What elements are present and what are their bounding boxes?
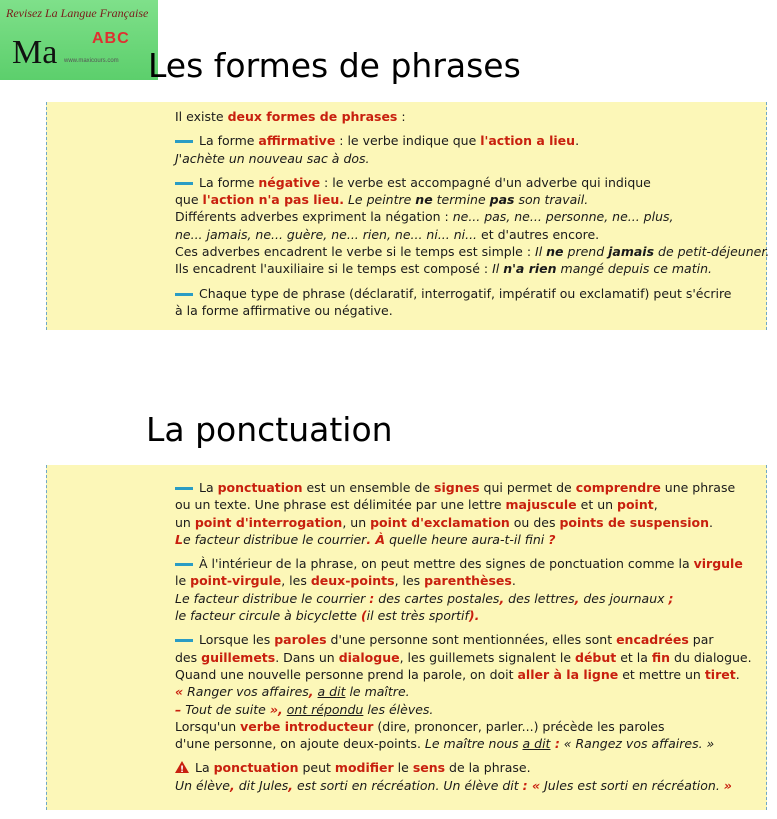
example-mark: ? (548, 531, 556, 547)
text: est un ensemble de (302, 480, 435, 495)
highlight: ponctuation (217, 480, 303, 495)
text: : le verbe indique que (335, 133, 481, 149)
example: prend (563, 244, 609, 260)
highlight: début (575, 649, 617, 665)
example-underlined: ont répondu (286, 701, 364, 717)
example: Un élève (175, 777, 230, 793)
example-bold: pas (489, 192, 515, 208)
highlight: tiret (704, 666, 736, 682)
example: Le maître nous (424, 736, 523, 752)
paragraph-interieur (175, 555, 758, 624)
example-bold: ne (415, 192, 433, 208)
highlight: signes (434, 480, 480, 495)
highlight: l'action a lieu (480, 133, 576, 149)
example-mark: ) (468, 608, 475, 624)
text: à la forme affirmative ou négative. (175, 302, 393, 318)
highlight: fin (651, 649, 671, 665)
example: son travail. (514, 192, 589, 208)
example: le maître. (345, 684, 410, 700)
text: , les (394, 573, 425, 589)
example: de petit-déjeuner. (654, 244, 770, 260)
highlight: point (617, 497, 654, 513)
example-mark: , (308, 684, 314, 700)
text: À l'intérieur de la phrase, on peut mettre des signes de ponctuation comme la (199, 556, 694, 572)
panel-ponctuation (46, 465, 767, 810)
example: Tout de suite (181, 701, 270, 717)
highlight: deux-points (310, 573, 395, 589)
dash-bullet-icon (175, 487, 193, 490)
example: « Rangez vos affaires. » (559, 736, 715, 752)
text: , les guillemets signalent le (399, 649, 575, 665)
highlight: modifier (334, 760, 394, 776)
text: . Dans un (275, 649, 339, 665)
example-mark: . (474, 608, 480, 624)
example-underlined: a dit (522, 736, 551, 752)
text: et d'autres encore. (477, 226, 600, 242)
text: d'une personne sont mentionnées, elles sont (326, 632, 617, 648)
highlight: virgule (693, 556, 743, 572)
highlight: parenthèses (424, 573, 512, 589)
example-underlined: a dit (317, 684, 346, 700)
example-mark: . (366, 531, 372, 547)
highlight: sens (412, 760, 446, 776)
example-mark: – (175, 701, 182, 717)
text: : le verbe est accompagné d'un adverbe qui indique (320, 174, 651, 190)
highlight: point d'interrogation (194, 514, 343, 530)
section-title-ponctuation: La ponctuation (146, 410, 393, 449)
example-mark: , (230, 777, 235, 793)
example: Le peintre (343, 192, 416, 208)
paragraph-negative (175, 174, 770, 278)
example-mark: , (499, 590, 505, 606)
highlight: dialogue (338, 649, 400, 665)
paragraph-intro (175, 108, 758, 125)
text: et mettre un (618, 666, 705, 682)
paragraph-definition (175, 479, 758, 548)
panel-ponctuation-text (175, 479, 758, 801)
highlight: affirmative (258, 133, 336, 149)
example: mangé depuis ce matin. (556, 261, 712, 277)
logo-abc: ABC (92, 30, 130, 47)
example-mark: , (288, 777, 294, 793)
text: le (175, 573, 191, 589)
highlight: ponctuation (213, 760, 299, 776)
example: Jules est sorti en récréation. (540, 777, 724, 793)
example: des lettres (504, 590, 575, 606)
highlight: paroles (274, 632, 327, 648)
highlight: point d'exclamation (370, 514, 510, 530)
example-mark: : (369, 590, 375, 606)
example: les élèves. (363, 701, 434, 717)
logo-url: www.maxicours.com (64, 58, 119, 64)
example: quelle heure aura-t-il fini (385, 531, 549, 547)
example: J'achète un nouveau sac à dos. (175, 150, 370, 166)
text: Ils encadrent l'auxiliaire si le temps est composé : (175, 261, 493, 277)
example-mark: : (550, 736, 560, 752)
text: . (735, 666, 740, 682)
dash-bullet-icon (175, 140, 193, 143)
text: (dire, prononcer, parler...) précède les paroles (373, 718, 665, 734)
example-bold: jamais (608, 244, 655, 260)
example: il est très sportif (366, 608, 469, 624)
example-mark: », (269, 701, 283, 717)
example-mark: À (371, 531, 386, 547)
text: par (688, 632, 714, 648)
paragraph-sens (175, 759, 758, 794)
highlight: guillemets (201, 649, 276, 665)
example-mark: : (522, 777, 528, 793)
highlight: deux formes de phrases (227, 109, 398, 124)
example-bold: ne (546, 244, 564, 260)
text: Quand une nouvelle personne prend la parole, on doit (175, 666, 518, 682)
text: une phrase (660, 480, 736, 495)
paragraph-types (175, 285, 758, 320)
example: le facteur circule à bicyclette (175, 608, 361, 624)
example-mark: L (175, 531, 183, 547)
text: . (709, 514, 714, 530)
highlight: aller à la ligne (517, 666, 619, 682)
example: e facteur distribue le courrier (182, 531, 367, 547)
text: La (199, 480, 218, 495)
text: Ces adverbes encadrent le verbe si le temps est simple : (175, 244, 536, 260)
text: Différents adverbes expriment la négation : (175, 209, 453, 225)
text: qui permet de (479, 480, 576, 495)
example: Le facteur distribue le courrier (175, 590, 370, 606)
dash-bullet-icon (175, 182, 193, 185)
warning-icon (175, 761, 189, 773)
paragraph-paroles (175, 631, 758, 752)
highlight: majuscule (505, 497, 577, 513)
text: et la (616, 649, 652, 665)
example: termine (432, 192, 490, 208)
example-mark: ( (360, 608, 367, 624)
example: ne... pas, ne... personne, ne... plus, (452, 209, 674, 225)
highlight: verbe introducteur (240, 718, 374, 734)
example-mark: ; (668, 590, 674, 606)
text: , (653, 497, 658, 513)
highlight: point-virgule (190, 573, 282, 589)
highlight: comprendre (575, 480, 661, 495)
logo-tagline: Revisez La Langue Française (6, 6, 149, 20)
text: ou des (509, 514, 560, 530)
example: est sorti en récréation. Un élève dit (293, 777, 523, 793)
text: La forme (199, 174, 259, 190)
text: Chaque type de phrase (déclaratif, interrogatif, impératif ou exclamatif) peut s'écrire (199, 285, 732, 301)
example-mark: « (527, 777, 541, 793)
text: Il existe (175, 109, 228, 124)
dash-bullet-icon (175, 293, 193, 296)
text: La forme (199, 133, 259, 149)
highlight: encadrées (616, 632, 689, 648)
text: . (575, 133, 580, 149)
text: ou un texte. Une phrase est délimitée par une lettre (175, 497, 506, 513)
example-mark: , (574, 590, 580, 606)
example: Ranger vos affaires (183, 684, 309, 700)
text: du dialogue. (670, 649, 752, 665)
dash-bullet-icon (175, 563, 193, 566)
text: que (175, 192, 203, 208)
text: , les (281, 573, 311, 589)
site-logo (0, 0, 158, 80)
example: dit Jules (234, 777, 289, 793)
text: d'une personne, on ajoute deux-points. (175, 736, 425, 752)
paragraph-affirmative (175, 132, 758, 167)
text: peut (298, 760, 335, 776)
example: ne... jamais, ne... guère, ne... rien, ne... ni... ni... (175, 226, 478, 242)
panel-formes (46, 102, 770, 330)
example-bold: n'a rien (503, 261, 557, 277)
text: de la phrase. (445, 760, 531, 776)
highlight: points de suspension (559, 514, 710, 530)
highlight: négative (258, 174, 321, 190)
highlight: l'action n'a pas lieu. (202, 192, 344, 208)
example: Il (535, 244, 547, 260)
example: des journaux (579, 590, 669, 606)
dash-bullet-icon (175, 639, 193, 642)
text: des (175, 649, 202, 665)
text: le (393, 760, 413, 776)
text: La (195, 760, 214, 776)
text: Lorsque les (199, 632, 275, 648)
example-mark: » (723, 777, 732, 793)
logo-ma: Ma (12, 34, 58, 71)
text: et un (576, 497, 618, 513)
panel-formes-text (175, 108, 770, 326)
example: des cartes postales (374, 590, 500, 606)
text: : (397, 109, 406, 124)
text: . (511, 573, 516, 589)
text: un (175, 514, 195, 530)
example-mark: « (175, 684, 184, 700)
example: Il (492, 261, 504, 277)
section-title-formes: Les formes de phrases (148, 46, 521, 85)
text: , un (342, 514, 371, 530)
text: Lorsqu'un (175, 718, 241, 734)
